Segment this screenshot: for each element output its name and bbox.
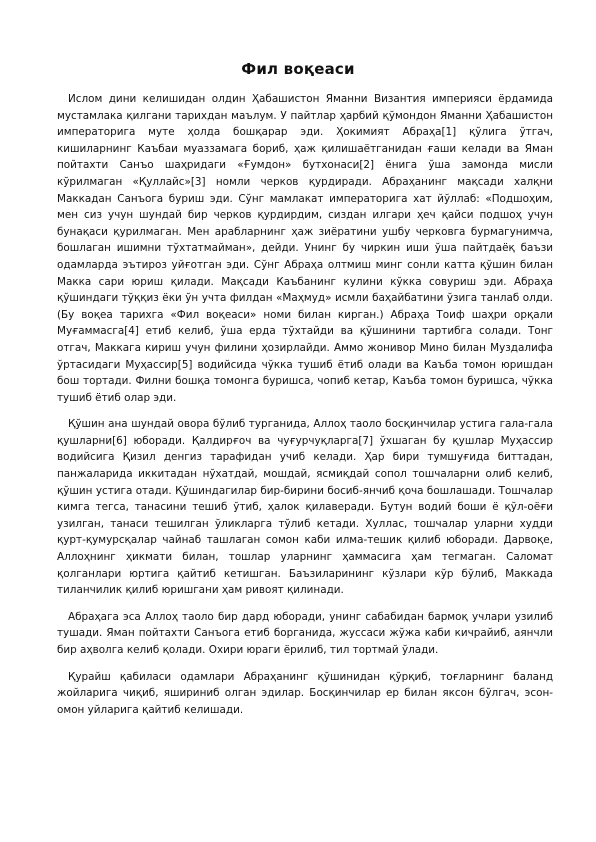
- document-body: [57, 91, 553, 728]
- document-title: Фил воқеаси: [241, 60, 355, 78]
- paragraph: Қўшин ана шундай овора бўлиб турганида, Аллоҳ таоло босқинчилар устига гала-гала қушларни[6] юборади. Қалдирғоч ва чуғурчуқларга[7] ўхшаган бу қушлар Муҳассир водийсига Қизил денгиз тарафидан учиб келади. Ҳар бири тумшуғида биттадан, панжаларида иккитадан нўхатдай, мошдай, ясмиқдай сопол тошчаларни олиб келиб, қўшин устига отади. Қўшиндагилар бир-бирини босиб-янчиб қоча бошлашади. Тошчалар кимга тегса, танасини тешиб ўтиб, ҳалок қилаверади. Бутун водий боши ё қўл-оёғи узилган, танаси тешилган ўликларга тўлиб кетади. Хуллас, тошчалар уларни худди қурт-қумурсқалар чайнаб ташлаган сомон каби илма-тешик қилиб юборади. Дарвоқе, Аллоҳнинг ҳикмати билан, тошлар уларнинг ҳаммасига ҳам тегмаган. Саломат қолганлари юртига қайтиб кетишган. Баъзиларининг кўзлари кўр бўлиб, Маккада тиланчилик қилиб юришгани ҳам ривоят қилинади.: [57, 418, 553, 597]
- paragraph: Ислом дини келишидан олдин Ҳабашистон Яманни Византия империяси ёрдамида мустамлака қилгани тарихдан маълум. У пайтлар ҳарбий қўмондон Яманни Ҳабашистон императорига муте ҳолда бошқарар эди. Ҳокимият Абраҳа[1] қўлига ўтгач, кишиларнинг Каъбаи муаззамага бориб, ҳаж қилишаётганидан ғаши келади ва Яман пойтахти Санъо шаҳридаги «Ғумдон» бутхонаси[2] ёнига ўша замонда мисли кўрилмаган «Қуллайс»[3] номли черков қурдиради. Абраҳанинг мақсади халқни Маккадан Санъога буриш эди. Сўнг мамлакат императорига хат йўллаб: «Подшоҳим, мен сиз учун шундай бир черков қурдирдим, сиздан илгари ҳеч қайси подшоҳ учун бунақаси қурилмаган. Мен арабларнинг ҳаж зиёратини ушбу черковга бурмагунимча, бошлаган ишимни тўхтатмайман», дейди. Унинг бу чиркин иши ўша пайтдаёқ баъзи одамларда эътироз уйғотган эди. Сўнг Абраҳа олтмиш минг сонли катта қўшин билан Макка сари юриш қилади. Мақсади Каъбанинг кулини кўкка совуриш эди. Абраҳа қўшиндаги тўққиз ёки ўн учта филдан «Маҳмуд» исмли баҳайбатини ўзига танлаб олди. (Бу воқеа тарихга «Фил воқеаси» номи билан кирган.) Абраҳа Тоиф шаҳри орқали Муғаммасга[4] етиб келиб, ўша ерда тўхтайди ва қўшинини тартибга солади. Тонг отгач, Маккага кириш учун филини ҳозирлайди. Аммо жонивор Мино билан Муздалифа ўртасидаги Муҳассир[5] водийсида чўкка тушиб ётиб олади ва Каъба томон юришдан бош тортади. Филни бошқа томонга буришса, чопиб кетар, Каъба томон буришса, чўкка тушиб ётиб олар эди.: [57, 93, 553, 404]
- paragraph: Абраҳага эса Аллоҳ таоло бир дард юборади, унинг сабабидан бармоқ учлари узилиб тушади. Яман пойтахти Санъога етиб борганида, жуссаси жўжа каби кичрайиб, аянчли бир аҳволга келиб қолади. Охири юраги ёрилиб, тил тортмай ўлади.: [57, 610, 553, 656]
- paragraph: Қурайш қабиласи одамлари Абраҳанинг қўшинидан қўрқиб, тоғларнинг баланд жойларига чиқиб, яшириниб олган эдилар. Босқинчилар ер билан яксон бўлгач, эсон-омон уйларига қайтиб келишади.: [57, 670, 553, 716]
